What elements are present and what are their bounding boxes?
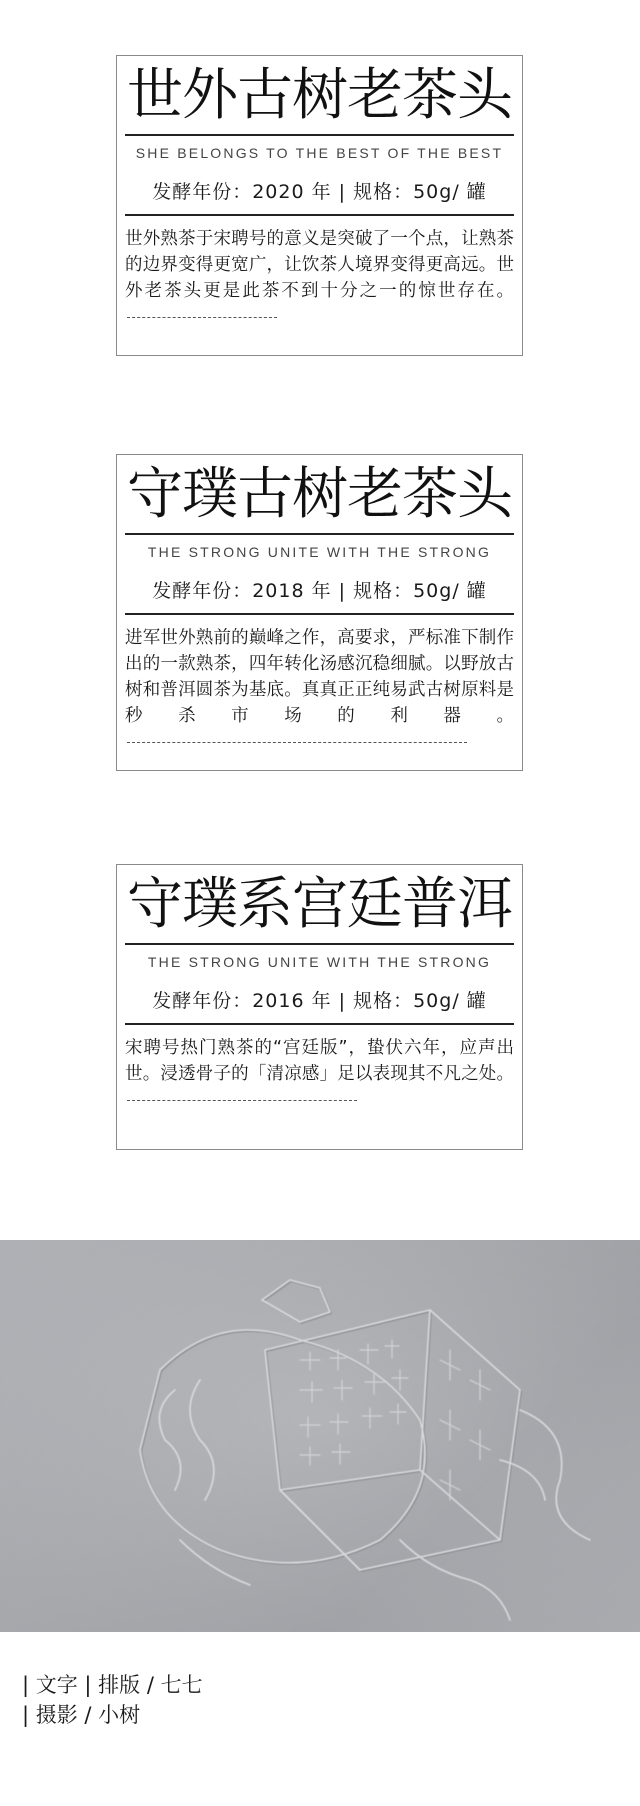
description-text: 宋聘号热门熟茶的“宫廷版”，蛰伏六年，应声出世。浸透骨子的「清凉感」足以表现其不凡之处。 [125, 1038, 514, 1084]
product-card-3 [116, 864, 523, 1150]
product-description [125, 214, 514, 330]
product-spec: 发酵年份：2016 年 | 规格：50g/ 罐 [152, 990, 487, 1012]
title-divider [125, 533, 514, 535]
product-title: 守璞古树老茶头 [127, 462, 512, 527]
product-subtitle: THE STRONG UNITE WITH THE STRONG [147, 544, 492, 560]
credit-photography: | 摄影 / 小树 [22, 1703, 141, 1727]
dashed-leader-line [127, 1100, 357, 1101]
credit-writing-layout: | 文字 | 排版 / 七七 [22, 1673, 203, 1697]
product-card-1 [116, 55, 523, 356]
credits [22, 1670, 203, 1730]
product-subtitle: SHE BELONGS TO THE BEST OF THE BEST [135, 145, 504, 161]
product-title: 守璞系宫廷普洱 [127, 872, 512, 937]
title-divider [125, 134, 514, 136]
product-subtitle: THE STRONG UNITE WITH THE STRONG [147, 954, 492, 970]
embossed-seal-photo [0, 1240, 640, 1632]
product-spec: 发酵年份：2018 年 | 规格：50g/ 罐 [152, 580, 487, 602]
dashed-leader-line [127, 742, 467, 743]
embossed-seal-illustration [0, 1240, 640, 1632]
product-description [125, 1023, 514, 1113]
product-card-2 [116, 454, 523, 771]
description-text: 世外熟茶于宋聘号的意义是突破了一个点，让熟茶的边界变得更宽广，让饮茶人境界变得更高远。世外老茶头更是此茶不到十分之一的惊世存在。 [125, 229, 514, 301]
product-spec: 发酵年份：2020 年 | 规格：50g/ 罐 [152, 181, 487, 203]
product-description [125, 613, 514, 755]
product-title: 世外古树老茶头 [127, 63, 512, 128]
dashed-leader-line [127, 317, 277, 318]
description-text: 进军世外熟前的巅峰之作，高要求，严标准下制作出的一款熟茶，四年转化汤感沉稳细腻。以野放古树和普洱圆茶为基底。真真正正纯易武古树原料是秒杀市场的利器。 [125, 628, 514, 726]
title-divider [125, 943, 514, 945]
